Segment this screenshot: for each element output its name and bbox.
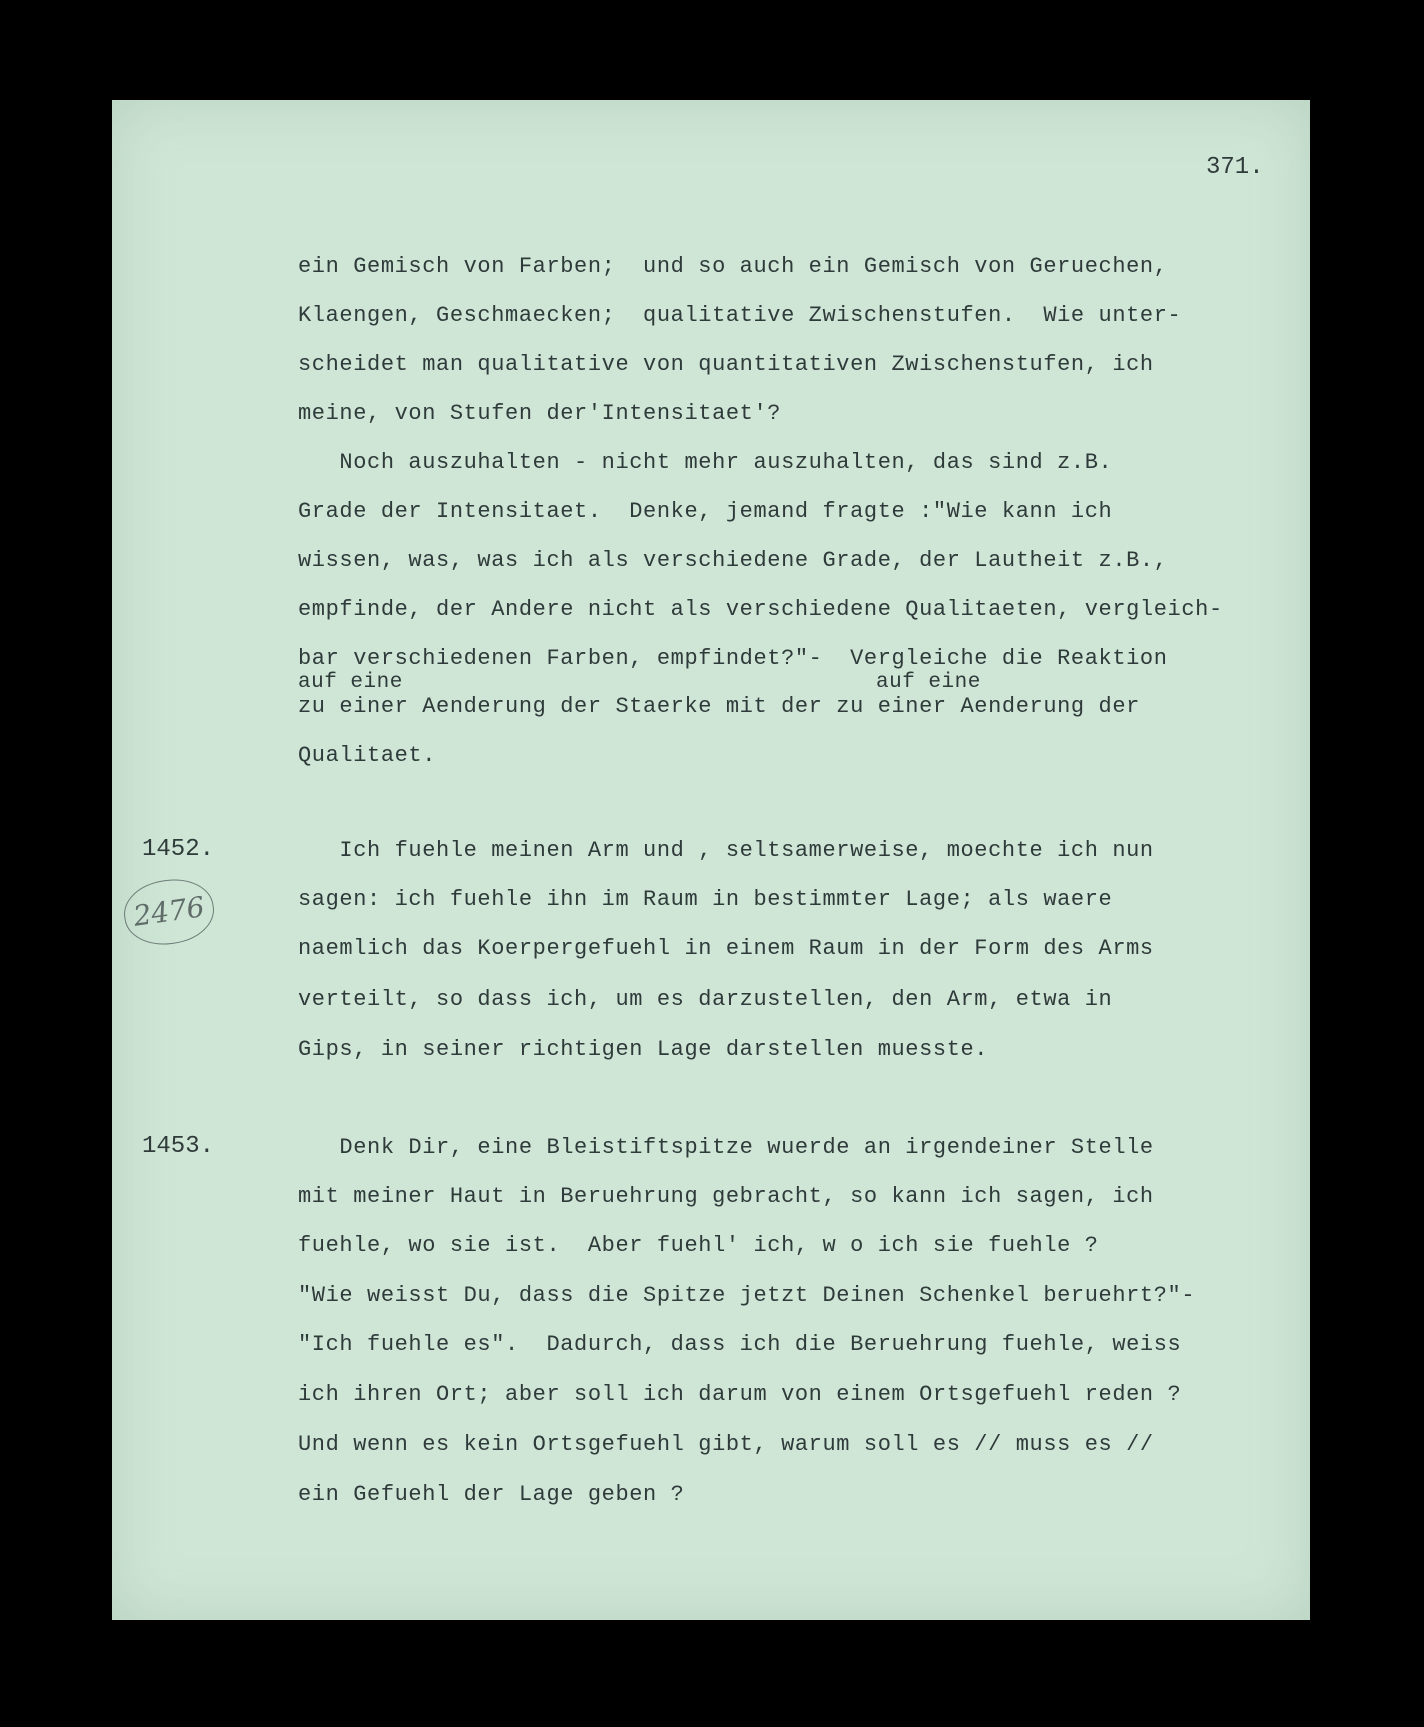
remark-number: 1452.	[142, 836, 215, 863]
text-line: Gips, in seiner richtigen Lage darstellen muesste.	[298, 1037, 989, 1062]
text-line: meine, von Stufen der'Intensitaet'?	[298, 401, 782, 426]
interlinear-insertion: auf eine	[298, 671, 403, 694]
text-line: mit meiner Haut in Beruehrung gebracht, so kann ich sagen, ich	[298, 1184, 1154, 1209]
typescript-page	[112, 100, 1310, 1620]
interlinear-insertion: auf eine	[876, 671, 981, 694]
text-line: sagen: ich fuehle ihn im Raum in bestimmter Lage; als waere	[298, 887, 1113, 912]
text-line: empfinde, der Andere nicht als verschiedene Qualitaeten, vergleich-	[298, 597, 1223, 622]
text-line: naemlich das Koerpergefuehl in einem Raum in der Form des Arms	[298, 936, 1154, 961]
text-line: ein Gefuehl der Lage geben ?	[298, 1482, 685, 1507]
text-line: scheidet man qualitative von quantitativen Zwischenstufen, ich	[298, 352, 1154, 377]
page-number: 371.	[1206, 154, 1264, 181]
text-line: zu einer Aenderung der Staerke mit der zu einer Aenderung der	[298, 694, 1140, 719]
marginal-note: 2476	[120, 874, 218, 950]
text-line: Denk Dir, eine Bleistiftspitze wuerde an irgendeiner Stelle	[298, 1135, 1154, 1160]
text-line: Qualitaet.	[298, 743, 437, 768]
text-line: ein Gemisch von Farben; und so auch ein Gemisch von Geruechen,	[298, 254, 1168, 279]
text-line: wissen, was, was ich als verschiedene Grade, der Lautheit z.B.,	[298, 548, 1168, 573]
text-line: bar verschiedenen Farben, empfindet?"- Vergleiche die Reaktion	[298, 646, 1168, 671]
text-line: "Wie weisst Du, dass die Spitze jetzt Deinen Schenkel beruehrt?"-	[298, 1283, 1196, 1308]
text-line: Grade der Intensitaet. Denke, jemand fragte :"Wie kann ich	[298, 499, 1113, 524]
text-line: verteilt, so dass ich, um es darzustellen, den Arm, etwa in	[298, 987, 1113, 1012]
text-line: fuehle, wo sie ist. Aber fuehl' ich, w o ich sie fuehle ?	[298, 1233, 1099, 1258]
text-line: Ich fuehle meinen Arm und , seltsamerweise, moechte ich nun	[298, 838, 1154, 863]
text-line: Noch auszuhalten - nicht mehr auszuhalten, das sind z.B.	[298, 450, 1113, 475]
text-line: Und wenn es kein Ortsgefuehl gibt, warum soll es // muss es //	[298, 1432, 1154, 1457]
text-line: Klaengen, Geschmaecken; qualitative Zwischenstufen. Wie unter-	[298, 303, 1182, 328]
text-line: "Ich fuehle es". Dadurch, dass ich die Beruehrung fuehle, weiss	[298, 1332, 1182, 1357]
text-line: ich ihren Ort; aber soll ich darum von einem Ortsgefuehl reden ?	[298, 1382, 1182, 1407]
remark-number: 1453.	[142, 1133, 215, 1160]
